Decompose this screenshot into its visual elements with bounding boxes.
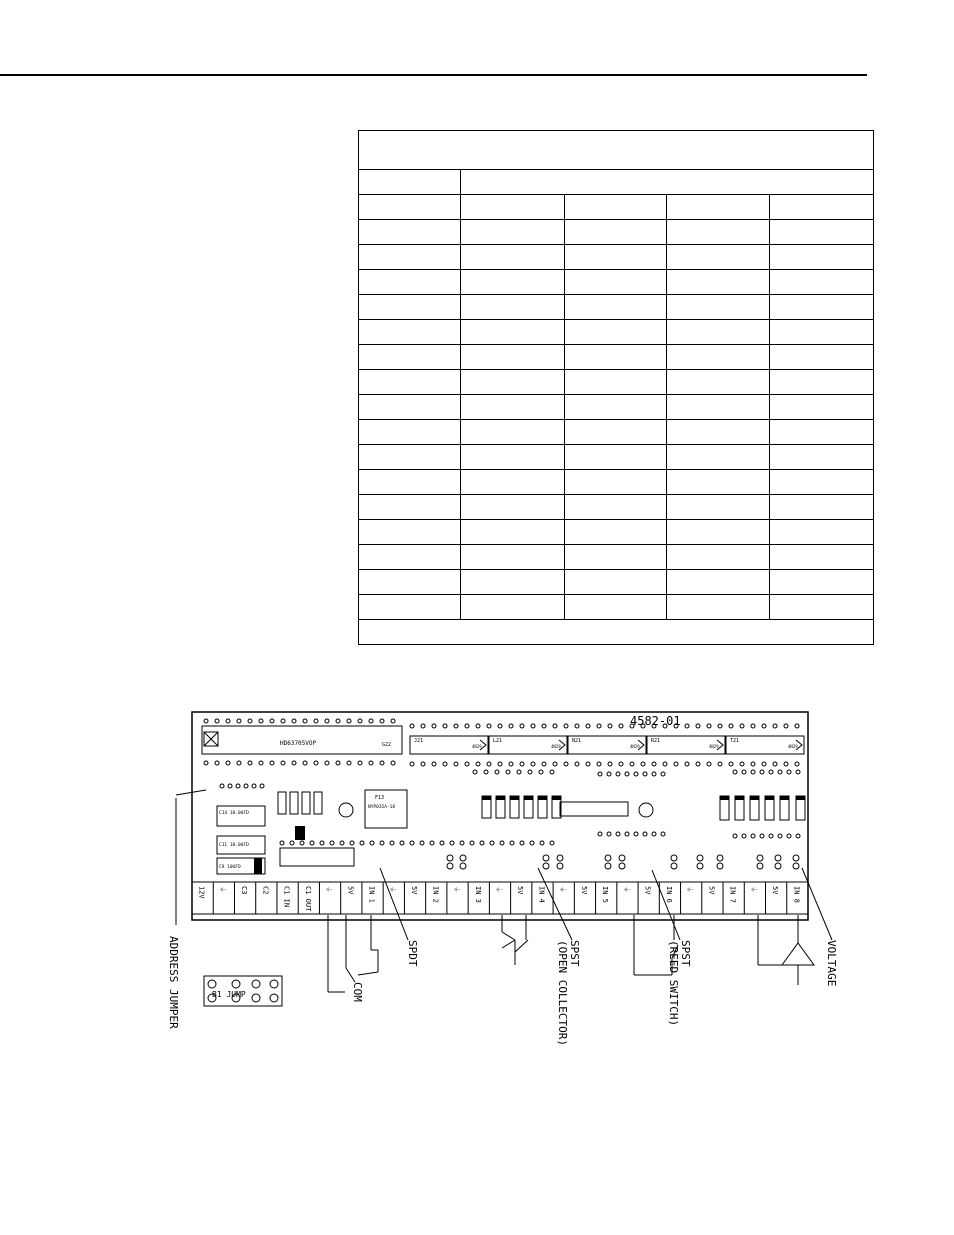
label-spst-reed-switch: SPST(REED SWITCH) [667, 940, 692, 1027]
header-rule [0, 74, 867, 76]
table-cell [461, 420, 565, 445]
table-cell [565, 195, 667, 220]
table-cell [359, 595, 461, 620]
table-cell [667, 595, 770, 620]
table-cell [770, 545, 874, 570]
table-cell [359, 395, 461, 420]
table-cell [359, 295, 461, 320]
table-cell [461, 470, 565, 495]
opto-chip-row [410, 736, 804, 754]
opto-chip-id: T21 [730, 738, 740, 744]
table-row [359, 320, 874, 345]
table-cell [359, 245, 461, 270]
table-cell [359, 495, 461, 520]
table-cell [461, 545, 565, 570]
table-row [359, 445, 874, 470]
table-row [359, 470, 874, 495]
label-voltage: VOLTAGE [825, 940, 838, 987]
table-cell [461, 295, 565, 320]
table-cell [667, 420, 770, 445]
table-row [359, 370, 874, 395]
terminal-label: IN 8 [792, 886, 801, 903]
table-cell [667, 370, 770, 395]
table-cell [565, 395, 667, 420]
u-chip [280, 848, 354, 866]
main-chip-code: G22 [382, 742, 392, 748]
terminal-label: C3 [240, 886, 249, 895]
table-cell [667, 220, 770, 245]
table-cell [667, 545, 770, 570]
opto-chip-code: 4N29 [788, 744, 798, 749]
terminal-label: IN 7 [728, 886, 737, 903]
cap-label-2: C11 10.0UFD [219, 843, 249, 848]
table-cell [461, 445, 565, 470]
table-cell [359, 445, 461, 470]
label-address-jumper: ADDRESS JUMPER [167, 936, 180, 1029]
table-cell [565, 470, 667, 495]
table-row [359, 545, 874, 570]
table-row [359, 195, 874, 220]
table-row [359, 345, 874, 370]
table-cell [461, 595, 565, 620]
table-cell [770, 395, 874, 420]
terminal-label: C1 OUT [303, 886, 312, 912]
table-cell [770, 345, 874, 370]
part-number: 4582-01 [630, 714, 681, 728]
table-row [359, 570, 874, 595]
table-cell [359, 420, 461, 445]
main-chip-label: HD63705VOP [280, 740, 317, 747]
table-row [359, 495, 874, 520]
table-cell [667, 495, 770, 520]
terminal-label: ⏚ [749, 886, 758, 893]
table-cell [359, 520, 461, 545]
table-cell [565, 220, 667, 245]
terminal-label: 5V [410, 886, 419, 895]
table-cell [667, 395, 770, 420]
terminal-label: 5V [707, 886, 716, 895]
table-cell [565, 245, 667, 270]
table-cell [359, 131, 874, 170]
table-cell [770, 420, 874, 445]
label-spst-open-collector: SPST(OPEN COLLECTOR) [556, 940, 581, 1046]
label-com: COM [351, 982, 364, 1002]
table-cell [359, 170, 461, 195]
table-cell [770, 520, 874, 545]
table-cell [565, 420, 667, 445]
table-cell [461, 320, 565, 345]
terminal-label: IN 3 [473, 886, 482, 903]
terminal-label: 5V [771, 886, 780, 895]
terminal-label: ⏚ [452, 886, 461, 893]
table-cell [359, 620, 874, 645]
table-cell [359, 320, 461, 345]
opto-chip-code: 4N29 [709, 744, 719, 749]
terminal-label: C2 [261, 886, 270, 895]
table-cell [461, 370, 565, 395]
table-cell [770, 570, 874, 595]
table-cell [667, 520, 770, 545]
table-cell [461, 570, 565, 595]
table-row [359, 295, 874, 320]
table-cell [770, 495, 874, 520]
table-cell [359, 545, 461, 570]
opto-chip-code: 4N29 [630, 744, 640, 749]
terminal-label: ⏚ [388, 886, 397, 893]
table-row [359, 220, 874, 245]
table-cell [565, 570, 667, 595]
terminal-label: IN 4 [537, 886, 546, 903]
terminal-strip [192, 882, 808, 914]
terminal-label: ⏚ [218, 886, 227, 893]
table-cell [359, 345, 461, 370]
table-row [359, 520, 874, 545]
terminal-label: 5V [643, 886, 652, 895]
table-cell [667, 320, 770, 345]
blank-table [358, 130, 874, 645]
table-row [359, 620, 874, 645]
jumper-block-label: B1 JUMP [212, 990, 246, 999]
resistor-bank [278, 792, 805, 820]
table-cell [565, 270, 667, 295]
terminal-label: 12V [197, 886, 206, 899]
table-cell [565, 545, 667, 570]
table-cell [770, 195, 874, 220]
terminal-label: IN 6 [664, 886, 673, 903]
table-cell [461, 220, 565, 245]
table-cell [461, 345, 565, 370]
table-cell [667, 270, 770, 295]
table-cell [770, 370, 874, 395]
table-row [359, 245, 874, 270]
terminal-label: C1 IN [282, 886, 291, 908]
terminal-label: IN 1 [367, 886, 376, 903]
terminal-label: IN 5 [601, 886, 610, 903]
table-cell [461, 395, 565, 420]
table-cell [565, 595, 667, 620]
table-cell [565, 445, 667, 470]
table-cell [565, 370, 667, 395]
fuse-id: F13 [375, 795, 385, 801]
table-cell [770, 270, 874, 295]
table-cell [359, 195, 461, 220]
table-cell [770, 320, 874, 345]
table-cell [770, 445, 874, 470]
table-cell [359, 470, 461, 495]
table-cell [770, 220, 874, 245]
table-cell [667, 470, 770, 495]
table-row [359, 395, 874, 420]
terminal-label: 5V [346, 886, 355, 895]
table-cell [667, 445, 770, 470]
table-cell [770, 295, 874, 320]
terminal-label: ⏚ [325, 886, 334, 893]
table-cell [667, 345, 770, 370]
table-cell [565, 295, 667, 320]
table-cell [770, 470, 874, 495]
fuse-part: NYP035A-18 [368, 805, 396, 810]
cap-c14 [217, 806, 265, 826]
table-cell [565, 345, 667, 370]
opto-chip-id: R21 [651, 738, 661, 744]
table-cell [565, 320, 667, 345]
opto-chip-code: 4N29 [551, 744, 561, 749]
table-row [359, 270, 874, 295]
table-cell [461, 495, 565, 520]
label-spdt: SPDT [406, 940, 419, 967]
terminal-label: 5V [579, 886, 588, 895]
table-cell [565, 495, 667, 520]
cap-label-1: C14 10.0UFD [219, 811, 249, 816]
table-cell [359, 570, 461, 595]
table-cell [770, 595, 874, 620]
terminal-label: ⏚ [622, 886, 631, 893]
terminal-label: ⏚ [686, 886, 695, 893]
table-cell [461, 195, 565, 220]
circuit-board-diagram [160, 700, 838, 1070]
table-cell [359, 370, 461, 395]
opto-chip-id: L21 [493, 738, 503, 744]
table-cell [461, 245, 565, 270]
table-cell [461, 520, 565, 545]
terminal-label: ⏚ [495, 886, 503, 893]
cap-label-3: C9 10UFD [219, 865, 241, 870]
table-cell [461, 170, 874, 195]
opto-chip-id: J21 [414, 738, 424, 744]
table-cell [667, 570, 770, 595]
opto-chip-code: 4N29 [472, 744, 482, 749]
terminal-label: ⏚ [558, 886, 567, 893]
table-cell [565, 520, 667, 545]
table-cell [667, 245, 770, 270]
opto-chip-id: N21 [572, 738, 582, 744]
table-cell [667, 195, 770, 220]
terminal-label: IN 2 [431, 886, 440, 903]
table-row [359, 420, 874, 445]
table-cell [359, 220, 461, 245]
terminal-label: 5V [516, 886, 525, 895]
table-cell [667, 295, 770, 320]
table-cell [770, 245, 874, 270]
table-cell [461, 270, 565, 295]
table-row [359, 170, 874, 195]
table-row [359, 131, 874, 170]
table-cell [359, 270, 461, 295]
table-row [359, 595, 874, 620]
